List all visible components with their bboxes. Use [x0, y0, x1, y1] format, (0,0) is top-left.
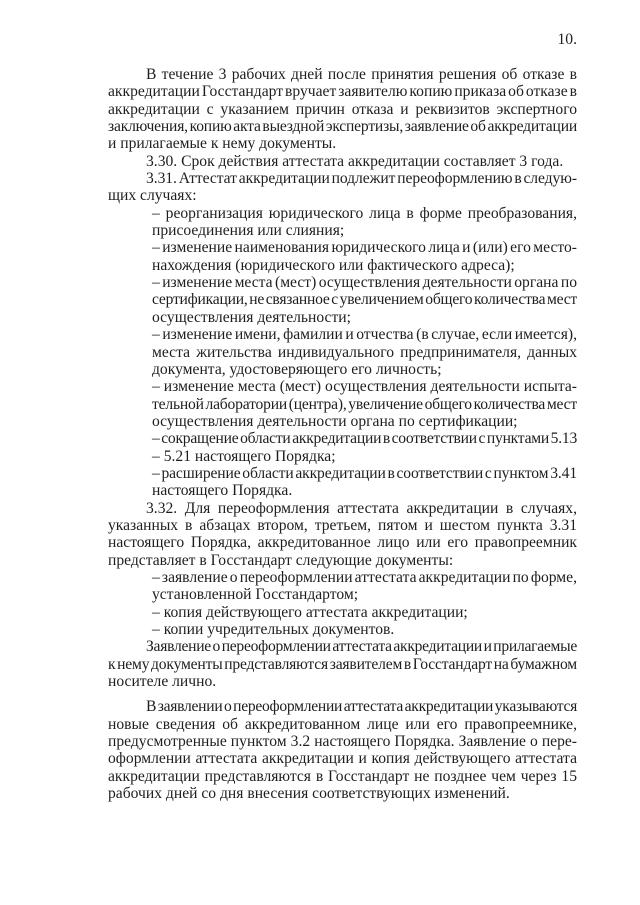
text-line-row	[152, 604, 577, 621]
text-line-row	[108, 638, 577, 655]
text-line-row	[108, 750, 577, 767]
paragraph	[108, 153, 577, 170]
paragraph	[108, 66, 577, 153]
text-line-row	[108, 733, 577, 750]
list-item	[108, 326, 577, 378]
text-line-row	[152, 222, 577, 239]
text-line: – изменение имени, фамилии и отчества (в случае, если имеется),	[152, 326, 577, 344]
text-line: представляет в Госстандарт следующие документы:	[108, 551, 454, 569]
text-line-row	[152, 205, 577, 222]
text-line: оформлении аттестата аккредитации и копия действующего аттестата	[108, 750, 577, 768]
text-line-row	[108, 500, 577, 517]
text-line: и прилагаемые к нему документы.	[108, 135, 337, 153]
text-line: сертификации, не связанное с увеличением общего количества мест	[152, 291, 577, 309]
text-line-row	[108, 552, 577, 569]
text-line-row	[108, 66, 577, 83]
list-item	[108, 274, 577, 326]
text-line: аккредитации с указанием причин отказа и реквизитов экспертного	[108, 100, 577, 118]
text-line-row	[108, 170, 577, 187]
text-line: тельной лаборатории (центра), увеличение общего количества мест	[152, 395, 577, 413]
paragraph	[108, 500, 577, 569]
list-item	[108, 604, 577, 621]
text-line-row	[108, 83, 577, 100]
text-line: носителе лично.	[108, 673, 217, 691]
text-line-row	[152, 621, 577, 638]
list-item	[108, 621, 577, 638]
text-line: – изменение наименования юридического лица и (или) его место-	[152, 239, 577, 257]
list-item	[108, 569, 577, 604]
page-number: 10.	[557, 31, 577, 48]
text-line: – 5.21 настоящего Порядка;	[152, 447, 336, 465]
text-line: 3.32. Для переоформления аттестата аккредитации в случаях,	[146, 499, 577, 517]
text-line-row	[152, 569, 577, 586]
text-line: – изменение места (мест) осуществления деятельности органа по	[152, 274, 577, 292]
list-item	[108, 205, 577, 240]
text-line: осуществления деятельности;	[152, 308, 351, 326]
text-line: – реорганизация юридического лица в форме преобразования,	[152, 204, 577, 222]
text-line: заключения, копию акта выездной экспертизы, заявление об аккредитации	[108, 118, 577, 136]
text-line: присоединения или слияния;	[152, 222, 345, 240]
text-line: осуществления деятельности органа по сертификации;	[152, 412, 518, 430]
text-line-row	[108, 187, 577, 204]
text-line-row	[152, 257, 577, 274]
text-line-row	[108, 656, 577, 673]
text-line: – расширение области аккредитации в соответствии с пунктом 3.41	[152, 464, 577, 482]
text-line: рабочих дней со дня внесения соответствующих изменений.	[108, 785, 510, 803]
paragraph	[108, 170, 577, 205]
text-line-row	[152, 482, 577, 499]
text-line-row	[108, 768, 577, 785]
text-line: – копия действующего аттестата аккредитации;	[152, 603, 468, 621]
text-line-row	[108, 101, 577, 118]
text-line: места жительства индивидуального предпринимателя, данных	[152, 343, 577, 361]
text-line-row	[108, 716, 577, 733]
list-item	[108, 465, 577, 500]
paragraph	[108, 698, 577, 802]
text-line: – заявление о переоформлении аттестата аккредитации по форме,	[152, 568, 577, 586]
text-line-row	[152, 586, 577, 603]
text-line: щих случаях:	[108, 187, 197, 205]
text-line: Заявление о переоформлении аттестата аккредитации и прилагаемые	[146, 638, 577, 656]
text-line-row	[108, 517, 577, 534]
text-line: 3.30. Срок действия аттестата аккредитации составляет 3 года.	[146, 152, 564, 170]
document-body	[108, 66, 577, 802]
text-line-row	[152, 344, 577, 361]
text-line-row	[152, 396, 577, 413]
text-line: новые сведения об аккредитованном лице или его правопреемнике,	[108, 715, 577, 733]
text-line-row	[152, 326, 577, 343]
text-line: настоящего Порядка.	[152, 482, 293, 500]
text-line: установленной Госстандартом;	[152, 586, 359, 604]
text-line-row	[108, 135, 577, 152]
text-line: указанных в абзацах втором, третьем, пятом и шестом пункта 3.31	[108, 516, 577, 534]
text-line-row	[152, 448, 577, 465]
text-line: аккредитации Госстандарт вручает заявителю копию приказа об отказе в	[108, 83, 577, 101]
text-line-row	[152, 291, 577, 308]
paragraph	[108, 638, 577, 690]
text-line: – сокращение области аккредитации в соответствии с пунктами 5.13	[152, 430, 577, 448]
text-line-row	[108, 534, 577, 551]
text-line: документа, удостоверяющего его личность;	[152, 360, 442, 378]
text-line: аккредитации представляются в Госстандарт не позднее чем через 15	[108, 767, 577, 785]
text-line-row	[152, 465, 577, 482]
text-line: к нему документы представляются заявителем в Госстандарт на бумажном	[108, 655, 577, 673]
text-line: – изменение места (мест) осуществления деятельности испыта-	[152, 378, 577, 396]
list-item	[108, 378, 577, 430]
text-line-row	[108, 785, 577, 802]
text-line-row	[152, 309, 577, 326]
text-line: – копии учредительных документов.	[152, 621, 395, 638]
text-line: предусмотренные пунктом 3.2 настоящего Порядка. Заявление о пере-	[108, 733, 577, 751]
text-line-row	[108, 698, 577, 715]
list-item	[108, 239, 577, 274]
text-line-row	[152, 361, 577, 378]
text-line: настоящего Порядка, аккредитованное лицо или его правопреемник	[108, 534, 577, 552]
text-line-row	[152, 378, 577, 395]
text-line-row	[152, 413, 577, 430]
text-line-row	[152, 239, 577, 256]
text-line: нахождения (юридического или фактического адреса);	[152, 256, 515, 274]
text-line: В заявлении о переоформлении аттестата аккредитации указываются	[146, 698, 577, 716]
text-line: 3.31. Аттестат аккредитации подлежит переоформлению в следую-	[146, 170, 577, 188]
text-line-row	[152, 430, 577, 447]
list-item	[108, 430, 577, 465]
text-line-row	[108, 673, 577, 690]
text-line-row	[152, 274, 577, 291]
text-line-row	[108, 153, 577, 170]
text-line: В течение 3 рабочих дней после принятия решения об отказе в	[146, 66, 577, 83]
text-line-row	[108, 118, 577, 135]
